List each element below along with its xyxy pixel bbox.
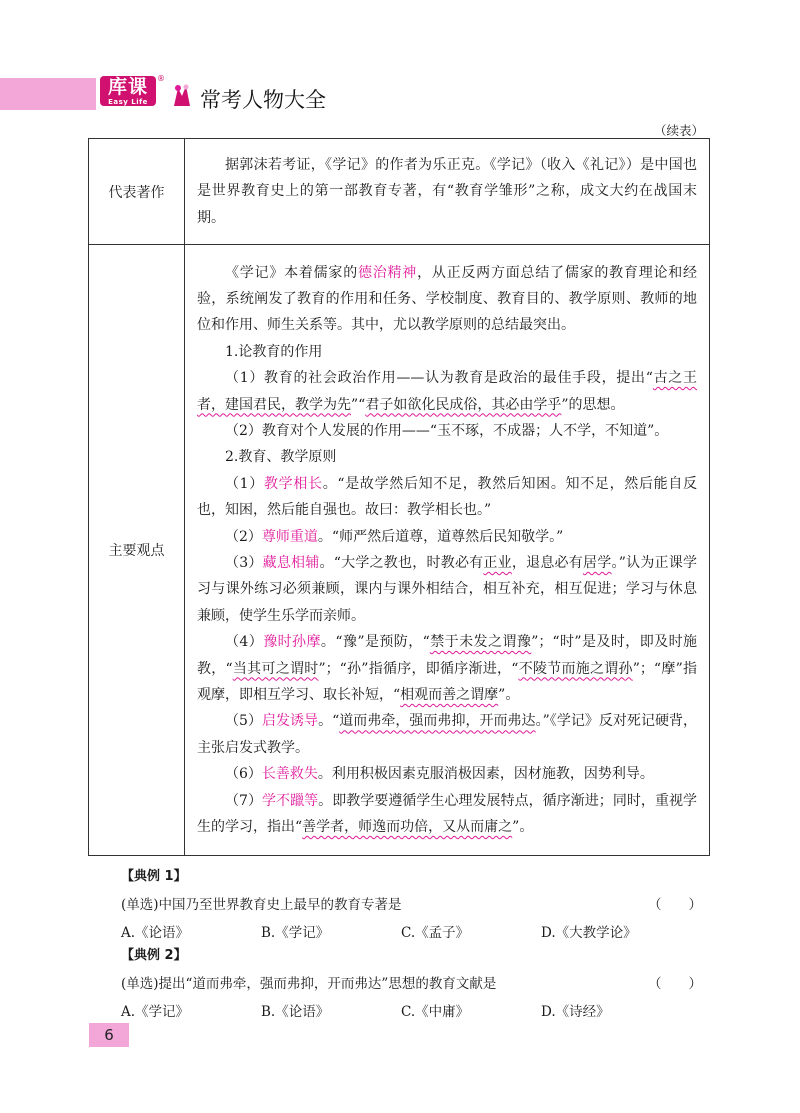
- row-label-views: 主要观点: [89, 245, 185, 856]
- wavy-quote: 相观而善之谓摩: [400, 687, 499, 704]
- wavy-quote: 不陵节而施之谓孙: [518, 660, 633, 677]
- principle-term: 启发诱导: [261, 713, 319, 730]
- option-b: B.《论语》: [261, 1004, 330, 1020]
- row-content-works: [185, 139, 710, 245]
- section-heading-1: 1.论教育的作用: [225, 343, 323, 360]
- wavy-quote: 正业: [483, 555, 512, 571]
- principle-7: （7）学不躐等。即教学要遵循学生心理发展特点，循序渐进；同时，重视学生的学习，指出“善学者，师逸而功倍，又从而庸之”。: [197, 792, 698, 836]
- wavy-quote: 道而弗牵，强而弗抑，开而弗达: [339, 713, 536, 730]
- option-c: C.《孟子》: [401, 925, 470, 941]
- principle-term: 藏息相辅: [262, 555, 320, 571]
- highlight-term: 德治精神: [357, 264, 418, 281]
- option-b: B.《学记》: [261, 925, 330, 941]
- principle-term: 尊师重道: [261, 528, 318, 545]
- example-question: [121, 893, 708, 913]
- header-pink-band: [0, 78, 96, 110]
- wavy-quote: 居学: [583, 555, 612, 571]
- principle-term: 教学相长: [263, 475, 323, 492]
- table-row: [89, 139, 710, 245]
- option-a: A.《学记》: [121, 1004, 190, 1020]
- logo-subtext: Easy Life: [108, 98, 148, 106]
- row-content-views: [185, 245, 710, 856]
- example-question: [121, 972, 708, 992]
- principle-3: （3）藏息相辅。“大学之教也，时教必有正业，退息必有居学。”认为正课学习与课外练习必须兼顾，课内与课外相结合，相互补充，相互促进；学习与休息兼顾，使学生乐学而亲师。: [197, 555, 698, 624]
- principle-term: 学不躐等: [262, 792, 319, 809]
- wavy-quote: 当其可之谓时: [232, 660, 319, 677]
- content-table: [88, 138, 710, 856]
- answer-blank: （ ）: [648, 897, 702, 913]
- point-1-2: （2）教育对个人发展的作用——“玉不琢，不成器；人不学，不知道”。: [225, 422, 669, 439]
- point-1-1: （1）教育的社会政治作用——认为教育是政治的最佳手段，提出“古之王者，建国君民，教学为先”“君子如欲化民成俗，其必由学乎”的思想。: [197, 370, 697, 413]
- continued-label: （续表）: [653, 123, 704, 138]
- principle-term: 豫时孙摩: [263, 634, 321, 651]
- option-d: D.《大教学论》: [541, 925, 637, 941]
- option-c: C.《中庸》: [401, 1004, 470, 1020]
- example-1: [121, 865, 708, 941]
- registered-mark: ®: [157, 74, 165, 83]
- principle-2: （2）尊师重道。“师严然后道尊，道尊然后民知敬学。”: [225, 528, 564, 545]
- intro-paragraph: 《学记》本着儒家的德治精神，从正反两方面总结了儒家的教育理论和经验，系统阐发了教育的作用和任务、学校制度、教育目的、教学原则、教师的地位和作用、师生关系等。其中，尤以教学原则的总结最突出。: [197, 264, 698, 334]
- row-label-works: 代表著作: [89, 139, 185, 245]
- example-title: 【典例 2】: [121, 948, 187, 963]
- page-number: 6: [89, 1023, 129, 1047]
- wavy-quote: 古之王者，建国君民，教学为先: [197, 370, 697, 413]
- option-a: A.《论语》: [121, 925, 190, 941]
- logo-text: 库课: [107, 76, 148, 98]
- wavy-quote: 善学者，师逸而功倍，又从而庸之: [302, 819, 513, 836]
- section-heading-2: 2.教育、教学原则: [225, 449, 337, 466]
- question-text: (单选)中国乃至世界教育史上最早的教育专著是: [121, 897, 402, 913]
- example-2: [121, 944, 708, 1020]
- wavy-quote: 禁于未发之谓豫: [429, 634, 532, 651]
- example-title: 【典例 1】: [121, 869, 187, 884]
- principle-4: （4）豫时孙摩。“豫”是预防，“禁于未发之谓豫”；“时”是及时，即及时施教，“当其可之谓时”；“孙”指循序，即循序渐进，“不陵节而施之谓孙”；“摩”指观摩，即相互学习、取长补短，“相观而善之谓摩”。: [197, 634, 697, 704]
- question-text: (单选)提出“道而弗牵，强而弗抑，开而弗达”思想的教育文献是: [121, 976, 497, 992]
- works-paragraph: 据郭沫若考证，《学记》的作者为乐正克。《学记》（收入《礼记》）是中国也是世界教育史上的第一部教育专著，有“教育学雏形”之称，成文大约在战国末期。: [197, 156, 697, 226]
- page-header-title: 常考人物大全: [200, 88, 326, 112]
- principle-6: （6）长善救失。利用积极因素克服消极因素，因材施教，因势利导。: [225, 766, 654, 783]
- principle-1: （1）教学相长。“是故学然后知不足，教然后知困。知不足，然后能自反也，知困，然后能自强也。故曰：教学相长也。”: [197, 475, 698, 519]
- option-d: D.《诗经》: [541, 1004, 610, 1020]
- principle-term: 长善救失: [261, 766, 318, 783]
- options-row: [121, 921, 708, 941]
- wavy-quote: 君子如欲化民成俗，其必由学乎: [365, 396, 562, 413]
- mascot-icon: [168, 82, 194, 108]
- answer-blank: （ ）: [648, 976, 702, 992]
- principle-5: （5）启发诱导。“道而弗牵，强而弗抑，开而弗达。”《学记》反对死记硬背，主张启发式教学。: [197, 713, 698, 756]
- table-row: [89, 245, 710, 856]
- brand-logo: [100, 76, 156, 106]
- options-row: [121, 1000, 708, 1020]
